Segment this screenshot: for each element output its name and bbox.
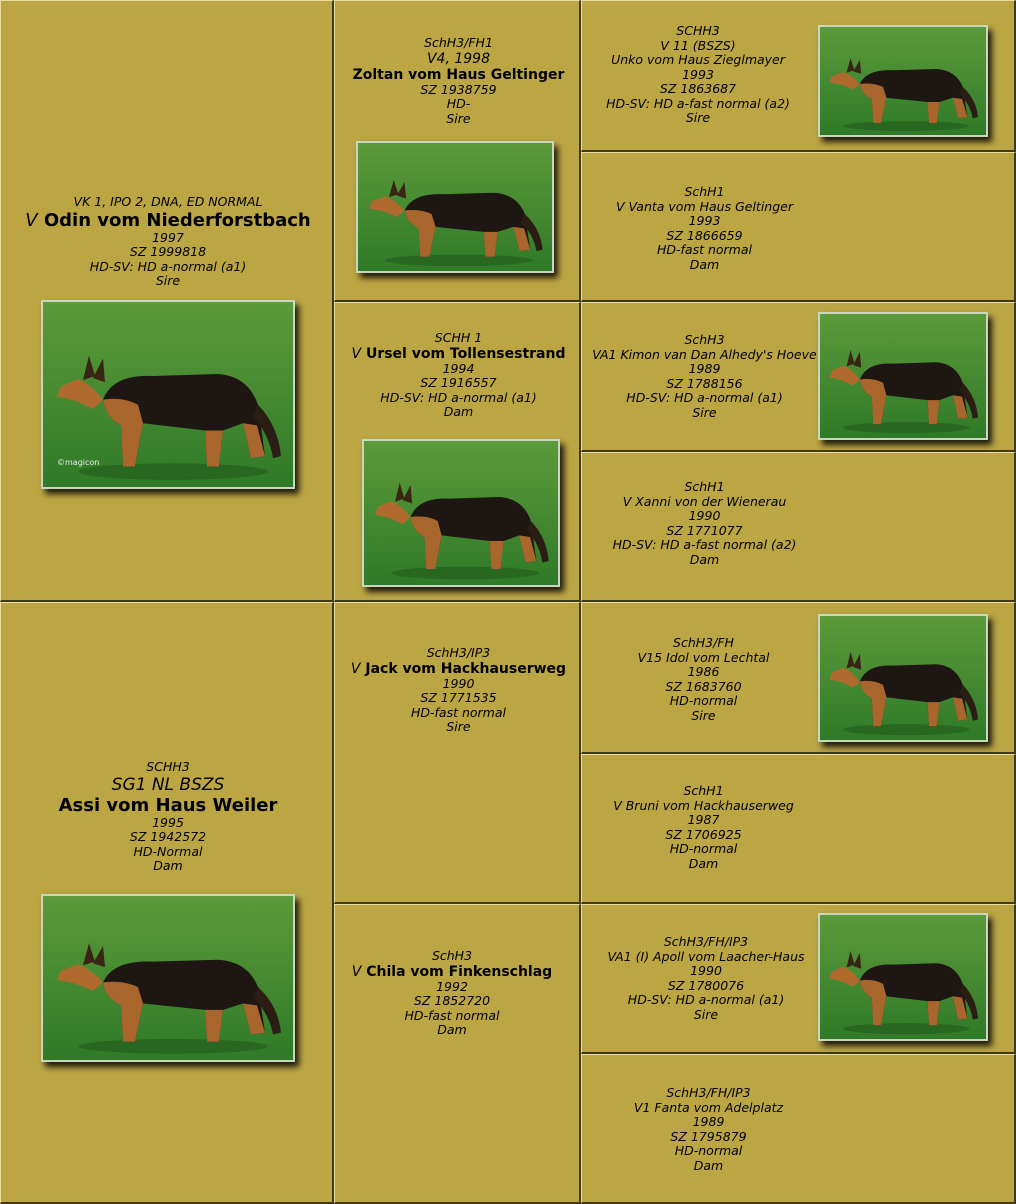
ss-dam-cell	[581, 152, 1016, 302]
sd-sire-hd: HD-SV: HD a-normal (a1)	[626, 390, 783, 405]
sire-name: Odin vom Niederforstbach	[43, 209, 311, 231]
ss-sire-hd: HD-SV: HD a-fast normal (a2)	[606, 95, 790, 111]
sire-sire-cell	[334, 0, 581, 302]
dam-cell	[0, 602, 334, 1204]
dd-dam-hd: HD-normal	[674, 1143, 743, 1158]
ss-dam-hd: HD-fast normal	[656, 242, 752, 257]
sd-sire-sz: SZ 1788156	[666, 375, 743, 391]
ds-sire-title: SchH3/FH	[673, 635, 734, 650]
sire-dam-info	[335, 331, 582, 420]
dd-dam-year: 1989	[692, 1114, 725, 1129]
ds-sire-year: 1986	[687, 664, 720, 679]
sire-dam-role: Dam	[443, 404, 474, 419]
dam-sire-info	[335, 646, 582, 735]
sire-dam-photo[interactable]	[362, 439, 560, 587]
sd-dam-info	[582, 480, 827, 567]
dam-sire-cell	[334, 602, 581, 904]
sire-dam-year: 1994	[442, 360, 475, 376]
dam-hd: HD-Normal	[133, 843, 203, 859]
dd-sire-photo[interactable]	[818, 913, 988, 1041]
sd-dam-role: Dam	[689, 551, 720, 567]
sire-prefix: V	[25, 209, 38, 231]
dam-sz: SZ 1942572	[129, 829, 207, 844]
sire-dam-hd: HD-SV: HD a-normal (a1)	[380, 389, 537, 405]
ds-dam-sz: SZ 1706925	[665, 826, 742, 842]
dam-sire-hd: HD-fast normal	[410, 704, 506, 720]
sire-year: 1997	[152, 229, 184, 245]
ds-dam-role: Dam	[688, 855, 719, 871]
dd-sire-year: 1990	[690, 963, 722, 978]
dam-sire-name-line	[335, 661, 582, 677]
sd-sire-cell	[581, 302, 1016, 452]
dd-sire-title: SchH3/FH/IP3	[663, 934, 749, 949]
ss-sire-year: 1993	[682, 66, 714, 82]
sire-title: VK 1, IPO 2, DNA, ED NORMAL	[73, 194, 263, 209]
ss-dam-name: V Vanta vom Haus Geltinger	[616, 198, 793, 214]
sire-dam-name-line	[335, 346, 582, 362]
sd-dam-hd: HD-SV: HD a-fast normal (a2)	[612, 537, 797, 552]
sire-role: Sire	[155, 273, 181, 288]
sire-dam-title: SCHH 1	[434, 330, 483, 345]
sire-sire-hd: HD-	[446, 96, 471, 111]
dam-dam-prefix: V	[351, 963, 362, 980]
dam-sire-year: 1990	[442, 675, 475, 691]
dam-dam-name-line	[335, 964, 569, 980]
ss-dam-title: SchH1	[684, 184, 725, 199]
dam-info	[1, 760, 335, 874]
ds-dam-cell	[581, 754, 1016, 904]
ss-sire-award: V 11 (BSZS)	[660, 37, 736, 53]
ss-sire-title: SCHH3	[676, 23, 720, 38]
sire-sz: SZ 1999818	[129, 244, 207, 259]
ss-dam-sz: SZ 1866659	[666, 227, 743, 243]
dam-dam-hd: HD-fast normal	[404, 1007, 500, 1023]
sire-dam-sz: SZ 1916557	[420, 375, 497, 390]
ss-sire-role: Sire	[685, 110, 711, 125]
dd-dam-sz: SZ 1795879	[670, 1128, 747, 1144]
dd-sire-info	[582, 935, 830, 1022]
dam-title: SCHH3	[146, 759, 190, 774]
dd-sire-role: Sire	[693, 1006, 719, 1022]
sire-sire-photo[interactable]	[356, 141, 554, 273]
dam-sire-title: SchH3/IP3	[426, 645, 491, 660]
sire-sire-sz: SZ 1938759	[420, 81, 497, 97]
dam-year: 1995	[152, 814, 184, 830]
ds-dam-title: SchH1	[683, 783, 724, 798]
sire-dam-prefix: V	[351, 345, 362, 362]
ss-sire-name: Unko vom Haus Zieglmayer	[611, 52, 785, 67]
sd-dam-cell	[581, 452, 1016, 602]
sire-dam-cell	[334, 302, 581, 602]
ss-dam-year: 1993	[688, 213, 721, 228]
dam-dam-info	[335, 949, 569, 1038]
sire-hd: HD-SV: HD a-normal (a1)	[89, 258, 247, 274]
sire-sire-name: Zoltan vom Haus Geltinger	[352, 66, 565, 83]
ds-sire-role: Sire	[691, 707, 716, 723]
dam-sire-prefix: V	[350, 660, 361, 677]
dam-role: Dam	[153, 858, 183, 873]
dam-dam-role: Dam	[437, 1022, 467, 1037]
sire-cell	[0, 0, 334, 602]
sd-dam-year: 1990	[688, 508, 721, 523]
dd-dam-name: V1 Fanta vom Adelplatz	[633, 1099, 784, 1115]
dam-dam-cell	[334, 904, 581, 1204]
sire-dam-name: Ursel vom Tollensestrand	[365, 345, 566, 362]
dam-dam-title: SchH3	[431, 948, 473, 963]
dam-sire-role: Sire	[446, 719, 471, 734]
ds-dam-info	[582, 784, 825, 871]
sd-sire-name: VA1 Kimon van Dan Alhedy's Hoeve	[592, 346, 817, 362]
dd-dam-info	[582, 1086, 835, 1173]
ds-sire-name: V15 Idol vom Lechtal	[637, 649, 770, 665]
dd-dam-title: SchH3/FH/IP3	[666, 1085, 751, 1100]
ss-dam-info	[582, 185, 827, 272]
dam-name: Assi vom Haus Weiler	[58, 794, 278, 816]
dam-dam-year: 1992	[436, 978, 468, 994]
dam-dam-sz: SZ 1852720	[413, 993, 491, 1008]
sd-dam-name: V Xanni von der Wienerau	[622, 493, 787, 509]
sd-sire-title: SchH3	[684, 332, 725, 347]
ss-sire-sz: SZ 1863687	[659, 81, 737, 96]
ss-sire-photo[interactable]	[818, 25, 988, 137]
sire-sire-award: V4, 1998	[426, 50, 490, 67]
sd-sire-role: Sire	[692, 404, 717, 420]
sd-dam-sz: SZ 1771077	[666, 522, 743, 538]
dd-sire-sz: SZ 1780076	[667, 977, 745, 993]
ds-sire-sz: SZ 1683760	[665, 678, 742, 694]
dam-sire-name: Jack vom Hackhauserweg	[365, 660, 567, 677]
dd-dam-cell	[581, 1054, 1016, 1204]
dam-photo[interactable]	[41, 894, 295, 1062]
dd-sire-cell	[581, 904, 1016, 1054]
sire-sire-title: SchH3/FH1	[424, 35, 493, 50]
dam-sire-sz: SZ 1771535	[420, 690, 497, 705]
sire-sire-role: Sire	[446, 110, 471, 126]
ds-dam-name: V Bruni vom Hackhauserweg	[613, 797, 794, 813]
sd-dam-title: SchH1	[684, 479, 725, 494]
sire-info	[1, 195, 335, 289]
sd-sire-info	[582, 333, 827, 420]
ss-sire-info	[582, 24, 814, 126]
sd-sire-year: 1989	[688, 361, 721, 376]
sire-photo[interactable]	[41, 300, 295, 489]
ss-dam-role: Dam	[689, 256, 720, 272]
ds-dam-hd: HD-normal	[669, 841, 738, 856]
ds-sire-cell	[581, 602, 1016, 754]
ss-sire-cell	[581, 0, 1016, 152]
ds-dam-year: 1987	[687, 812, 720, 827]
sd-sire-photo[interactable]	[818, 312, 988, 440]
ds-sire-info	[582, 636, 825, 723]
dd-dam-role: Dam	[693, 1157, 724, 1173]
dam-award: SG1 NL BSZS	[111, 774, 225, 795]
ds-sire-photo[interactable]	[818, 614, 988, 742]
photo-watermark: ©magicon	[57, 458, 100, 467]
dam-dam-name: Chila vom Finkenschlag	[366, 963, 553, 980]
sire-name-line	[1, 210, 335, 231]
dd-sire-name: VA1 (I) Apoll vom Laacher-Haus	[607, 948, 805, 964]
dd-sire-hd: HD-SV: HD a-normal (a1)	[627, 992, 785, 1007]
ds-sire-hd: HD-normal	[669, 693, 738, 708]
sire-sire-info	[335, 36, 582, 126]
